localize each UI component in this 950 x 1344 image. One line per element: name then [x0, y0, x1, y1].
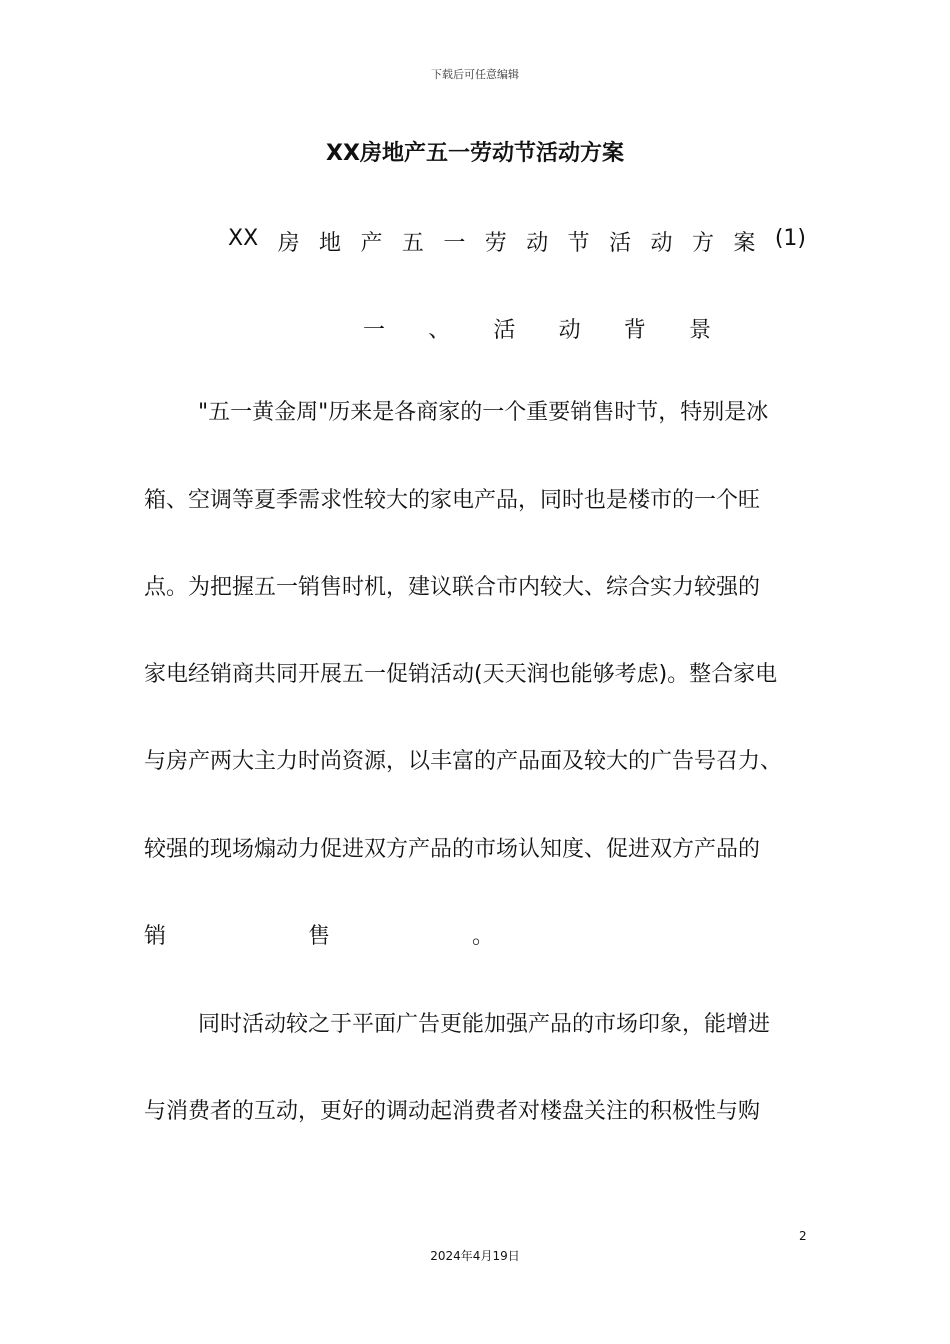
page-number: 2	[799, 1229, 807, 1243]
heading-char: 、	[428, 318, 451, 343]
paragraph2-line: 与消费者的互动，更好的调动起消费者对楼盘关注的积极性与购	[144, 1099, 761, 1124]
paragraph1-line: 箱、空调等夏季需求性较大的家电产品，同时也是楼市的一个旺	[144, 488, 761, 513]
subtitle-char: 产	[360, 231, 383, 256]
subtitle-char: 动	[650, 231, 673, 256]
subtitle-char: 五	[401, 231, 424, 256]
heading-char: 活	[493, 318, 516, 343]
footer-date: 2024年4月19日	[430, 1249, 520, 1263]
subtitle-char: 节	[567, 231, 590, 256]
heading-char: 动	[558, 318, 581, 343]
heading-char: 景	[688, 318, 711, 343]
section-heading	[363, 313, 711, 344]
subtitle-char: 动	[526, 231, 549, 256]
paragraph2-line: 同时活动较之于平面广告更能加强产品的市场印象，能增进	[198, 1012, 771, 1037]
paragraph1-line: 家电经销商共同开展五一促销活动(天天润也能够考虑)。整合家电	[144, 662, 778, 687]
heading-char: 一	[363, 318, 386, 343]
header-note: 下载后可任意编辑	[431, 68, 519, 81]
last-line-char: 。	[471, 924, 494, 949]
subtitle-char: (1)	[774, 226, 806, 251]
last-line-char: 售	[307, 924, 330, 949]
subtitle-char: XX	[228, 226, 259, 251]
subtitle-char: 劳	[484, 231, 507, 256]
document-title: XX房地产五一劳动节活动方案	[326, 141, 624, 166]
subtitle-char: 活	[609, 231, 632, 256]
heading-char: 背	[623, 318, 646, 343]
paragraph1-line: 与房产两大主力时尚资源，以丰富的产品面及较大的广告号召力、	[144, 749, 783, 774]
paragraph1-line: 较强的现场煽动力促进双方产品的市场认知度、促进双方产品的	[144, 837, 761, 862]
subtitle-char: 一	[443, 231, 466, 256]
subtitle-char: 房	[277, 231, 300, 256]
subtitle-char: 方	[691, 231, 714, 256]
paragraph1-line: "五一黄金周"历来是各商家的一个重要销售时节，特别是冰	[198, 400, 769, 425]
last-line-char: 销	[144, 924, 167, 949]
paragraph1-line: 点。为把握五一销售时机，建议联合市内较大、综合实力较强的	[144, 575, 761, 600]
subtitle-char: 地	[319, 231, 342, 256]
paragraph1-last-line	[144, 922, 494, 952]
document-subtitle	[228, 226, 806, 257]
subtitle-char: 案	[733, 231, 756, 256]
